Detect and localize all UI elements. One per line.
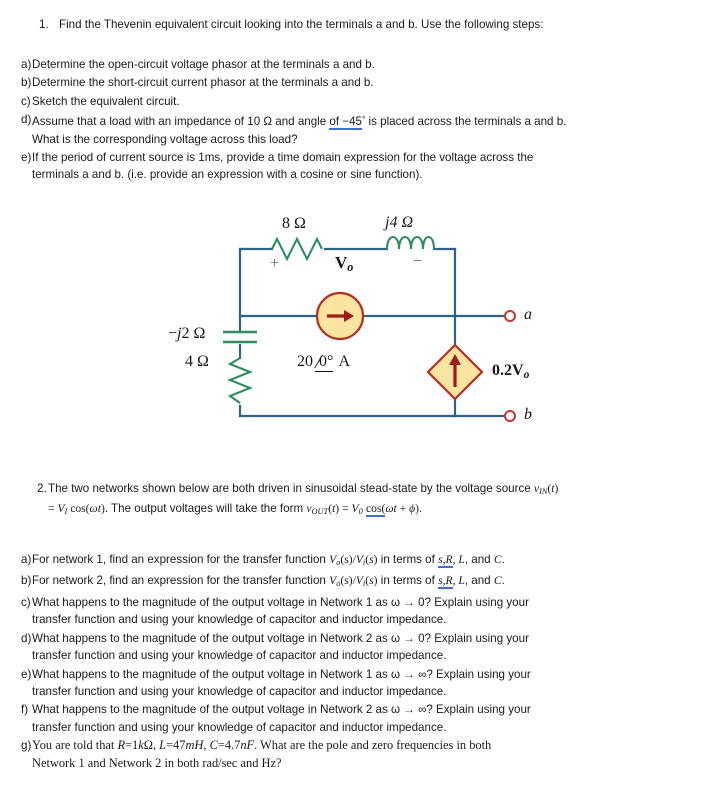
item-body-c2 bbox=[32, 594, 697, 629]
resistor-8ohm-symbol bbox=[272, 239, 322, 259]
label-current-source bbox=[297, 353, 350, 372]
label-vo-subscript: o bbox=[347, 260, 354, 275]
circuit-diagram bbox=[0, 205, 704, 455]
item-line: transfer function and using your knowledge of capacitor and inductor impedance. bbox=[32, 649, 447, 663]
list-item bbox=[7, 666, 697, 701]
item-line: terminals a and b. (i.e. provide an expression with a cosine or sine function). bbox=[32, 168, 423, 182]
item-line: For network 1, find an expression for the transfer function $V_o(s)/V_i(s)$ in terms of s,R, L, and C. bbox=[32, 553, 505, 568]
item-marker-a: a) bbox=[21, 58, 32, 71]
polarity-minus-sign: − bbox=[413, 253, 423, 270]
question-2-list bbox=[7, 551, 697, 773]
item-marker-a2: a) bbox=[21, 553, 32, 566]
circuit-svg bbox=[0, 205, 704, 455]
inductor-j4ohm-symbol bbox=[387, 237, 434, 249]
grammar-flag: of −45 bbox=[329, 115, 362, 129]
item-line: What happens to the magnitude of the output voltage in Network 2 as ω → 0? Explain using your bbox=[32, 631, 529, 645]
list-item bbox=[7, 572, 697, 592]
item-body-b bbox=[32, 74, 697, 91]
list-item bbox=[7, 149, 697, 184]
question-1-heading bbox=[39, 17, 543, 32]
polarity-plus-sign: + bbox=[270, 255, 280, 272]
item-marker-g2: g) bbox=[21, 739, 32, 753]
label-vo bbox=[335, 253, 353, 275]
item-line: What happens to the magnitude of the output voltage in Network 2 as ω → ∞? Explain using your bbox=[32, 703, 531, 717]
item-line: What happens to the magnitude of the output voltage in Network 1 as ω → 0? Explain using your bbox=[32, 595, 529, 609]
item-body-c bbox=[32, 93, 697, 110]
item-marker-c: c) bbox=[21, 94, 31, 108]
item-line: transfer function and using your knowledge of capacitor and inductor impedance. bbox=[32, 720, 447, 734]
label-inductor-j4ohm: j4 Ω bbox=[385, 214, 414, 231]
item-line: What happens to the magnitude of the output voltage in Network 1 as ω → ∞? Explain using your bbox=[32, 667, 531, 681]
item-body-b2 bbox=[32, 572, 697, 592]
degree-symbol: ° bbox=[361, 114, 366, 125]
list-item bbox=[7, 56, 697, 73]
item-line: For network 2, find an expression for the transfer function $V_o(s)/V_i(s)$ in terms of s,R, L, and C. bbox=[32, 574, 505, 589]
label-terminal-a: a bbox=[524, 306, 532, 323]
current-source-unit: A bbox=[338, 353, 351, 370]
item-line: What is the corresponding voltage across this load? bbox=[32, 132, 298, 146]
question-2-body bbox=[48, 480, 697, 521]
item-marker-f2: f) bbox=[21, 703, 29, 717]
item-marker-e2: e) bbox=[21, 667, 32, 681]
current-source-angle: 0° bbox=[319, 353, 334, 370]
label-dependent-source bbox=[492, 362, 529, 381]
item-line: Sketch the equivalent circuit. bbox=[32, 94, 180, 108]
question-2-head-item bbox=[7, 480, 697, 521]
item-line: Determine the open-circuit voltage phasor at the terminals a and b. bbox=[32, 58, 375, 71]
item-body-a bbox=[32, 56, 697, 73]
circuit-wires bbox=[240, 249, 505, 416]
item-body-e2 bbox=[32, 666, 697, 701]
question-1-list bbox=[7, 56, 697, 185]
label-capacitor: −j2 Ω bbox=[168, 325, 206, 342]
list-item bbox=[7, 111, 697, 148]
question-2-heading bbox=[7, 480, 697, 522]
capacitor-symbol bbox=[223, 332, 257, 342]
label-resistor-8ohm: 8 Ω bbox=[282, 215, 306, 232]
dependent-source-symbol bbox=[428, 345, 482, 399]
label-resistor-4ohm: 4 Ω bbox=[185, 353, 209, 370]
label-terminal-b: b bbox=[524, 406, 532, 423]
question-2-number: 2. bbox=[37, 482, 47, 495]
list-item bbox=[7, 630, 697, 665]
item-line-grammar bbox=[32, 111, 697, 130]
question-1-text: Find the Thevenin equivalent circuit looking into the terminals a and b. Use the following steps: bbox=[59, 18, 544, 31]
item-line-part2: is placed across the terminals a and b. bbox=[365, 115, 567, 129]
list-item bbox=[7, 701, 697, 736]
resistor-4ohm-symbol bbox=[230, 358, 250, 403]
terminal-node-a bbox=[505, 311, 515, 321]
current-source-symbol bbox=[317, 293, 363, 339]
list-item bbox=[7, 93, 697, 110]
item-body-e bbox=[32, 149, 697, 184]
item-line: Network 1 and Network 2 in both rad/sec and Hz? bbox=[32, 755, 282, 770]
list-item bbox=[7, 594, 697, 629]
item-body-g2 bbox=[32, 737, 697, 772]
item-body-f2 bbox=[32, 701, 697, 736]
question-2-line-2: = $V_I$ cos(ωt). The output voltages will take the form $v_{OUT}(t) = V_0$ cos(ωt + ϕ). bbox=[48, 502, 423, 517]
item-body-d bbox=[32, 111, 697, 148]
item-body-a2 bbox=[32, 551, 697, 571]
current-source-magnitude: 20 bbox=[297, 353, 313, 370]
item-marker-c2: c) bbox=[21, 595, 31, 609]
list-item bbox=[7, 737, 697, 772]
item-marker-e: e) bbox=[21, 150, 32, 164]
list-item bbox=[7, 74, 697, 91]
terminal-node-b bbox=[505, 411, 515, 421]
item-line: You are told that R=1kΩ, L=47mH, C=4.7nF. What are the pole and zero frequencies in both bbox=[32, 738, 492, 753]
item-marker-d: d) bbox=[21, 113, 32, 127]
angle-symbol bbox=[313, 353, 335, 372]
item-line: Determine the short-circuit current phasor at the terminals a and b. bbox=[32, 76, 374, 90]
item-marker-b2: b) bbox=[21, 574, 32, 588]
item-body-d2 bbox=[32, 630, 697, 665]
dependent-source-subscript: o bbox=[523, 368, 530, 381]
item-line: If the period of current source is 1ms, provide a time domain expression for the voltage across the bbox=[32, 150, 534, 164]
dependent-source-text: 0.2V bbox=[492, 362, 524, 379]
item-line-part1: Assume that a load with an impedance of 10 Ω and angle bbox=[32, 115, 330, 129]
item-marker-d2: d) bbox=[21, 631, 32, 645]
item-line: transfer function and using your knowledge of capacitor and inductor impedance. bbox=[32, 685, 447, 698]
question-1-number: 1. bbox=[39, 18, 49, 31]
item-marker-b: b) bbox=[21, 76, 32, 90]
label-vo-text: V bbox=[335, 253, 348, 272]
question-2-line-1: The two networks shown below are both driven in sinusoidal stead-state by the voltage source $v_{IN}(t)$ bbox=[48, 482, 559, 497]
item-line: transfer function and using your knowledge of capacitor and inductor impedance. bbox=[32, 613, 447, 627]
list-item bbox=[7, 551, 697, 571]
